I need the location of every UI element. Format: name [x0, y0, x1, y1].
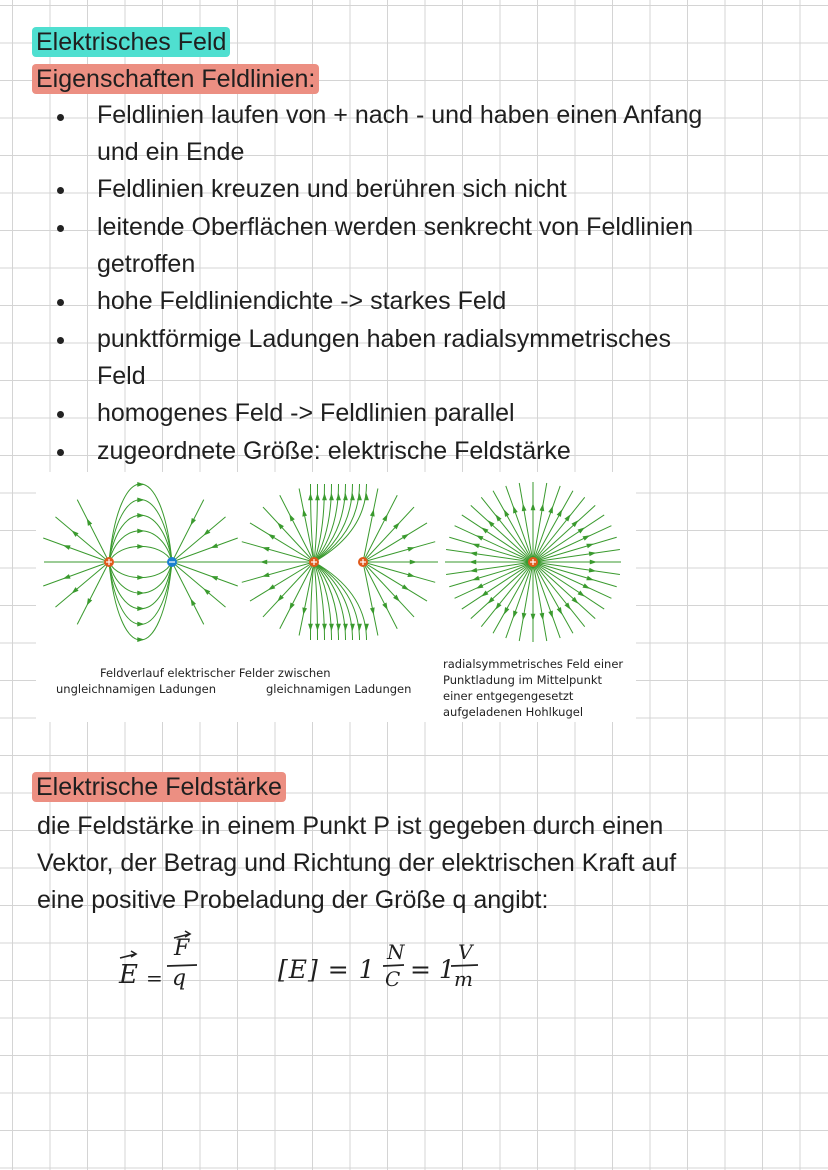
- field-arrow: [308, 493, 313, 500]
- field-arrow: [470, 552, 477, 557]
- bullet-dot: [57, 187, 64, 194]
- field-arrow: [357, 493, 362, 500]
- field-line: [533, 505, 595, 562]
- field-arrow: [289, 514, 294, 522]
- field-line: [481, 497, 533, 562]
- field-arrow: [557, 607, 562, 615]
- list-item: leitende Oberflächen werden senkrecht von Feldlinien: [97, 213, 694, 241]
- field-line: [172, 562, 226, 607]
- caption-radial-2: Punktladung im Mittelpunkt: [443, 673, 603, 687]
- field-arrow: [364, 493, 369, 500]
- field-line: [109, 546, 172, 562]
- field-arrow: [540, 504, 545, 511]
- field-arrow: [583, 535, 591, 540]
- field-arrow: [407, 547, 415, 552]
- formula-charge-symbol: q: [172, 966, 187, 991]
- field-arrow: [481, 591, 488, 597]
- field-line: [533, 562, 595, 619]
- caption-opposite-charges: ungleichnamigen Ladungen: [56, 682, 217, 696]
- field-arrow: [137, 606, 144, 611]
- fieldstrength-heading: Elektrische Feldstärke: [32, 772, 286, 802]
- field-line: [242, 562, 314, 582]
- field-arrow: [137, 544, 144, 549]
- formula-equals: =: [146, 966, 163, 990]
- field-arrow: [315, 493, 320, 500]
- field-arrow: [87, 518, 92, 526]
- field-arrow: [495, 602, 501, 609]
- field-arrow: [504, 509, 509, 517]
- field-arrow: [513, 506, 518, 514]
- definition-line: Vektor, der Betrag und Richtung der elektrischen Kraft auf: [37, 849, 677, 877]
- field-arrow: [191, 599, 196, 607]
- field-arrow: [322, 624, 327, 631]
- bullet-dot: [57, 114, 64, 121]
- field-arrow: [472, 544, 480, 549]
- field-arrow: [191, 518, 196, 526]
- field-arrow: [308, 624, 313, 631]
- field-arrow: [137, 482, 144, 487]
- field-line: [55, 562, 109, 607]
- formula-unit-meter: m: [454, 967, 473, 991]
- field-arrow: [329, 493, 334, 500]
- bullet-dot: [57, 411, 64, 418]
- field-arrow: [407, 572, 415, 577]
- field-line: [533, 497, 585, 562]
- field-arrow: [583, 583, 591, 588]
- field-arrow: [402, 584, 409, 590]
- field-line: [533, 515, 604, 562]
- field-arrow: [589, 568, 596, 573]
- field-arrow: [137, 575, 144, 580]
- list-item: punktförmige Ladungen haben radialsymmetrisches: [97, 325, 671, 353]
- list-item: Feldlinien laufen von + nach - und haben einen Anfang: [97, 101, 703, 129]
- field-arrow: [557, 509, 562, 517]
- field-line: [449, 562, 533, 587]
- definition-line: eine positive Probeladung der Größe q angibt:: [37, 886, 549, 914]
- field-arrow: [589, 552, 596, 557]
- field-arrow: [262, 547, 270, 552]
- field-arrow: [476, 535, 484, 540]
- field-arrow: [262, 572, 270, 577]
- field-arrow: [63, 545, 71, 550]
- field-line: [242, 542, 314, 562]
- field-arrow: [382, 514, 387, 522]
- field-line: [533, 562, 617, 587]
- field-line: [533, 562, 560, 638]
- formula-unit-newton: N: [387, 940, 405, 964]
- field-arrow: [513, 611, 518, 619]
- field-arrow: [410, 560, 417, 565]
- field-line: [471, 562, 533, 619]
- figure-caption: Feldverlauf elektrischer Felder zwischen: [100, 666, 331, 680]
- field-line: [109, 562, 172, 578]
- field-line: [481, 562, 533, 627]
- field-line: [506, 486, 533, 562]
- field-arrow: [137, 591, 144, 596]
- properties-heading: Eigenschaften Feldlinien:: [32, 64, 319, 94]
- field-line: [471, 505, 533, 562]
- field-arrow: [350, 493, 355, 500]
- field-arrow: [382, 603, 387, 611]
- field-arrow: [472, 576, 480, 581]
- formula-unit-coulomb: C: [385, 967, 401, 991]
- field-arrow: [211, 576, 219, 581]
- field-line: [172, 517, 226, 562]
- opposite-charges-field: [43, 482, 241, 642]
- bullet-dot: [57, 299, 64, 306]
- field-arrow: [289, 603, 294, 611]
- field-line: [506, 562, 533, 638]
- caption-like-charges: gleichnamigen Ladungen: [266, 682, 412, 696]
- field-arrow: [87, 598, 92, 606]
- caption-radial-4: aufgeladenen Hohlkugel: [443, 705, 584, 719]
- definition-line: die Feldstärke in einem Punkt P ist gegeben durch einen: [37, 812, 664, 840]
- formula-equals-one: = 1: [410, 955, 455, 984]
- field-arrow: [357, 624, 362, 631]
- field-arrow: [211, 543, 219, 548]
- field-arrow: [522, 613, 527, 620]
- bullet-dot: [57, 337, 64, 344]
- field-arrow: [364, 624, 369, 631]
- field-arrow: [548, 506, 553, 514]
- field-arrow: [137, 513, 144, 518]
- field-arrow: [137, 622, 144, 627]
- field-arrow: [322, 493, 327, 500]
- caption-radial-1: radialsymmetrisches Feld einer: [443, 657, 624, 671]
- formula-e-symbol: E: [119, 960, 138, 990]
- formula-unit-lhs: [E] = 1: [278, 955, 376, 984]
- field-arrow: [540, 613, 545, 620]
- field-arrow: [504, 607, 509, 615]
- caption-radial-3: einer entgegengesetzt: [443, 689, 574, 703]
- field-line: [533, 562, 604, 609]
- field-arrow: [343, 493, 348, 500]
- field-arrow: [268, 584, 275, 590]
- field-line: [363, 542, 435, 562]
- radial-field: [445, 482, 621, 642]
- field-arrow: [336, 624, 341, 631]
- field-arrow: [548, 611, 553, 619]
- field-arrow: [343, 624, 348, 631]
- field-arrow: [402, 534, 409, 540]
- formula-unit-volt: V: [458, 940, 473, 964]
- field-arrow: [137, 529, 144, 534]
- field-arrow: [564, 602, 570, 609]
- field-arrow: [350, 624, 355, 631]
- list-item-continued: Feld: [97, 362, 146, 390]
- field-arrow: [495, 514, 501, 521]
- field-arrow: [329, 624, 334, 631]
- bullet-dot: [57, 449, 64, 456]
- field-line: [533, 486, 560, 562]
- list-item: hohe Feldliniendichte -> starkes Feld: [97, 287, 507, 315]
- list-item-continued: getroffen: [97, 250, 196, 278]
- list-item: homogenes Feld -> Feldlinien parallel: [97, 399, 515, 427]
- field-arrow: [578, 591, 585, 597]
- formula-force-symbol: F: [174, 936, 190, 961]
- field-arrow: [470, 568, 477, 573]
- field-arrow: [137, 498, 144, 503]
- like-charges-field: [239, 484, 438, 640]
- field-line: [462, 515, 533, 562]
- field-line: [449, 537, 533, 562]
- list-item-continued: und ein Ende: [97, 138, 245, 166]
- field-line: [533, 562, 585, 627]
- field-arrow: [315, 624, 320, 631]
- field-lines-figure: [36, 472, 636, 722]
- field-arrow: [137, 637, 144, 642]
- field-arrow: [531, 503, 536, 510]
- field-arrow: [586, 576, 594, 581]
- field-arrow: [586, 544, 594, 549]
- field-arrow: [564, 514, 570, 521]
- field-arrow: [469, 560, 476, 565]
- title-heading: Elektrisches Feld: [32, 27, 230, 57]
- field-arrow: [590, 560, 597, 565]
- field-arrow: [481, 527, 488, 533]
- field-line: [462, 562, 533, 609]
- bullet-dot: [57, 225, 64, 232]
- field-arrow: [476, 583, 484, 588]
- field-line: [533, 537, 617, 562]
- field-line: [363, 562, 435, 582]
- list-item: Feldlinien kreuzen und berühren sich nicht: [97, 175, 567, 203]
- field-arrow: [578, 527, 585, 533]
- field-arrow: [531, 614, 536, 621]
- field-arrow: [336, 493, 341, 500]
- field-line: [55, 517, 109, 562]
- field-arrow: [63, 574, 71, 579]
- field-arrow: [522, 504, 527, 511]
- field-arrow: [268, 534, 275, 540]
- list-item: zugeordnete Größe: elektrische Feldstärke: [97, 437, 571, 465]
- field-arrow: [260, 560, 267, 565]
